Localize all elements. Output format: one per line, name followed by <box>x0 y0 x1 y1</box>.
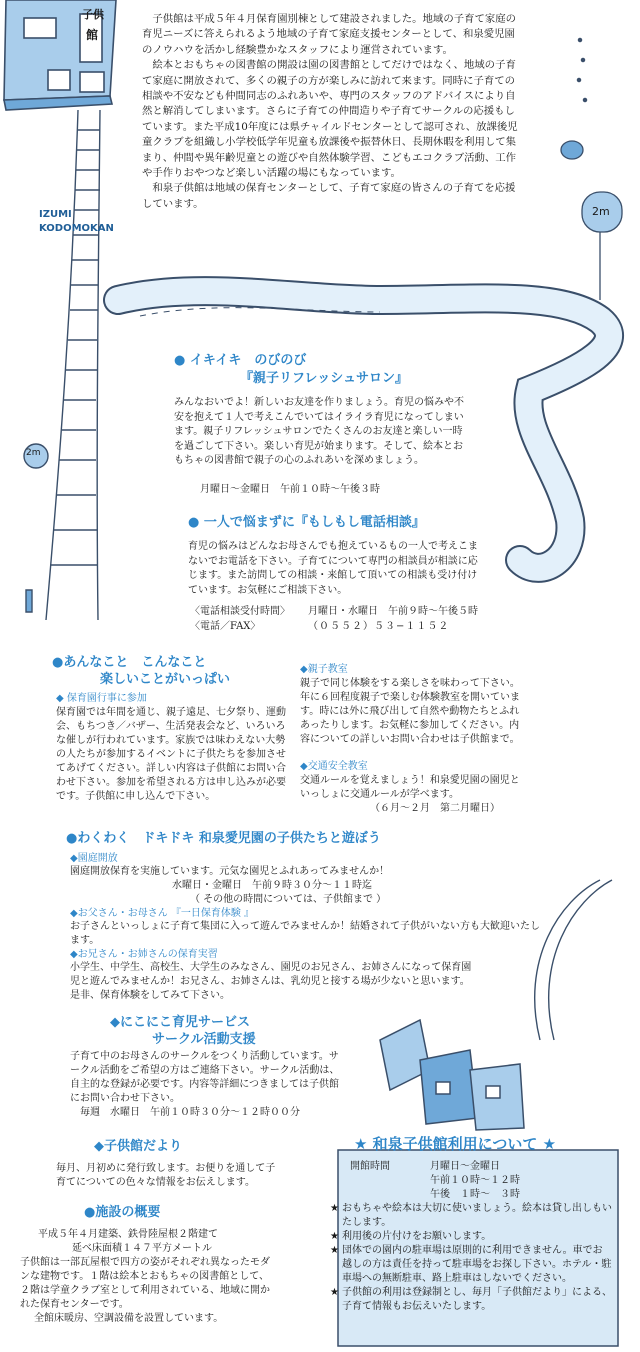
phone-tel-label: 〈電話／FAX〉 <box>190 621 261 632</box>
newsletter-heading: ◆子供館だより <box>94 1139 182 1154</box>
phone-hours-value: 月曜日・水曜日 午前９時〜午後５時 <box>308 606 478 617</box>
phone-tel-value: （０５５２）５３−１１５２ <box>308 621 450 632</box>
play-sub-3: ◆お兄さん・お姉さんの保育実習 <box>70 949 218 960</box>
events-body-3-schedule: （６月〜２月 第二月曜日） <box>370 803 500 814</box>
events-body-3: 交通ルールを覚えましょう！和泉愛児園の園児といっしょに交通ルールが学べます。 <box>300 775 520 800</box>
circle-hours: 毎週 水曜日 午前１０時３０分〜１２時００分 <box>80 1107 300 1118</box>
salon-section <box>174 352 474 388</box>
izumi-label: IZUMI <box>39 209 72 220</box>
phone-body: 育児の悩みはどんなお母さんでも抱えているもの一人で考えこまないでお電話を下さい。子育てについて専門の相談員が相談に応じます。また訪問しての相談・来館して頂いての相談も受け付けています。お気軽にご相談下さい。 <box>188 541 478 596</box>
usage-rule <box>330 1202 612 1230</box>
usage-rule-text: おもちゃや絵本は大切に使いましょう。絵本は貸し出しもいたします。 <box>342 1203 612 1228</box>
salon-body: みんなおいでよ！新しいお友達を作りましょう。育児の悩みや不安を抱えて１人で考えこんでいてはイライラ育児になってしまいます。親子リフレッシュサロンでたくさんのお友達と楽しい一時を過ごして下さい。楽しい育児が始まります。そして、絵本とおもちゃの図書館で親子の心のふれあいを深めましょう。 <box>174 397 464 466</box>
usage-rules-list <box>330 1202 612 1314</box>
events-sub-1: ◆ 保育園行事に参加 <box>56 693 147 704</box>
facility-heading: ●施設の概要 <box>84 1205 161 1220</box>
bird-drawing <box>561 38 622 300</box>
facility-body: 子供館は一部瓦屋根で四方の姿がそれぞれ異なったモダンな建物です。１階は絵本とおもちゃの図書館として、２階は学童クラブ室として利用されている、地域に開かれた保育センターです。 <box>20 1257 270 1310</box>
events-body-2: 親子で同じ体験をする楽しさを味わって下さい。年に６回程度親子で楽しむ体験教室を開いています。時には外に飛び出して自然や動物たちとふれあったりします。お気軽に参加してください。内容についての詳しいお問い合わせは子供館まで。 <box>300 678 520 745</box>
building-sign-top: 子供 <box>82 8 104 21</box>
usage-hours-block <box>350 1160 616 1202</box>
play-heading: ●わくわく ドキドキ 和泉愛児園の子供たちと遊ぼう <box>66 831 381 846</box>
star-icon: ★ <box>330 1287 339 1298</box>
events-sub-3: ◆交通安全教室 <box>300 761 368 772</box>
star-icon: ★ <box>330 1231 339 1242</box>
phone-hours-label: 〈電話相談受付時間〉 <box>190 606 290 617</box>
events-heading-2: 楽しいことがいっぱい <box>100 672 231 687</box>
ladder-sign-text: 2m <box>26 448 41 458</box>
salon-title: 『親子リフレッシュサロン』 <box>239 371 409 386</box>
play-body-1-note: （ その他の時間については、子供館まで ） <box>190 894 387 905</box>
usage-hours-days: 月曜日〜金曜日 <box>430 1161 500 1172</box>
events-sub-2: ◆親子教室 <box>300 664 348 675</box>
usage-hours-am: 午前１０時〜１２時 <box>430 1175 520 1186</box>
circle-heading-2: サークル活動支援 <box>152 1032 256 1047</box>
events-heading-1: ●あんなこと こんなこと <box>52 655 207 670</box>
facility-line-3: 全館床暖房、空調設備を設置しています。 <box>34 1313 224 1324</box>
usage-rule-text: 団体での園内の駐車場は原則的に利用できません。車でお越しの方は責任を持って駐車場をお探し下さい。ホテル・駐車場への無断駐車、路上駐車はしないでください。 <box>342 1245 612 1284</box>
flag-sign-text: 2m <box>592 205 610 218</box>
play-body-1: 園庭開放保育を実施しています。元気な園児とふれあってみませんか！ <box>70 866 390 877</box>
usage-rule <box>330 1286 612 1314</box>
facility-line-2: 延べ床面積１４７平方メートル <box>72 1243 212 1254</box>
usage-rule-text: 子供館の利用は登録制とし、毎月「子供館だより」による、子育て情報もお伝えいたします。 <box>342 1287 612 1312</box>
intro-paragraph-3: 和泉子供館は地域の保育センターとして、子育て家庭の皆さんの子育てを応援しています。 <box>142 182 516 210</box>
tracks-drawing <box>24 110 100 620</box>
play-sub-1: ◆園庭開放 <box>70 853 118 864</box>
building-sign-bottom: 館 <box>86 28 99 42</box>
usage-rule-text: 利用後の片付けをお願いします。 <box>342 1231 492 1242</box>
usage-rule <box>330 1244 612 1286</box>
usage-heading: ★ 和泉子供館利用について ★ <box>354 1135 557 1153</box>
newsletter-body: 毎月、月初めに発行致します。お便りを通して子育てについての色々な情報をお伝えします。 <box>56 1163 276 1188</box>
intro-section <box>142 12 522 212</box>
play-body-1-hours: 水曜日・金曜日 午前９時３０分〜１１時迄 <box>172 880 372 891</box>
events-body-1: 保育園では年間を通じ、親子遠足、七夕祭り、運動会、もちつき／バザー、生活発表会など、いろいろな催しが行われています。家族では味わえない大勢の人たちが参加するイベントに子供たちを参加させてあげてください。詳しい内容は子供館にお問い合わせ下さい。参加を希望される方は申し込みが必要です。子供館に申し込んで下さい。 <box>56 707 286 802</box>
kodomokan-label: KODOMOKAN <box>39 223 114 234</box>
circle-body: 子育て中のお母さんのサークルをつくり活動しています。サークル活動をご希望の方はご連絡下さい。サークル活動は、自主的な登録が必要です。内容等詳細につきましては子供館にお問い合わせ下さい。 <box>70 1051 340 1104</box>
star-icon: ★ <box>330 1245 339 1256</box>
usage-hours-label: 開館時間 <box>350 1161 390 1172</box>
play-body-2: お子さんといっしょに子育て集団に入って遊んでみませんか！結婚されて子供がいない方も大歓迎いたします。 <box>70 921 540 946</box>
intro-paragraph-2: 絵本とおもちゃの図書館の開設は園の図書館としてだけではなく、地域の子育て家庭に開放されて、多くの親子の方が楽しみに訪れて来ます。同時に子育ての相談や不安なども仲間同志のふれあいや、専門のスタッフのアドバイスにより自然と解消してしまいます。さらに子育ての仲間造りや子育てサークルの応援もしています。また平成10年度には県チャイルドセンターとして認可され、放課後児童クラブを組織し小学校低学年児童も放課後や振替休日、長期休暇を利用して集まり、仲間や異年齢児童との遊びや自然体験学習、こどもエコクラブ活動、工作や手作りおやつなど楽しい活躍の場にもなっています。 <box>142 59 518 180</box>
star-icon: ★ <box>330 1203 339 1214</box>
facility-line-1: 平成５年４月建築、鉄骨陸屋根２階建て <box>38 1229 218 1240</box>
phone-heading: ● 一人で悩まずに『もしもし電話相談』 <box>188 515 425 530</box>
play-body-3: 小学生、中学生、高校生、大学生のみなさん、園児のお兄さん、お姉さんになって保育園児と遊んでみませんか！お兄さん、お姉さんは、乳幼児と接する場が少ないと思います。是非、保育体験をしてみて下さい。 <box>70 962 472 1001</box>
salon-hours: 月曜日〜金曜日 午前１０時〜午後３時 <box>200 484 380 495</box>
houses-drawing <box>380 880 612 1130</box>
usage-hours-pm: 午後 １時〜 ３時 <box>430 1189 520 1200</box>
intro-paragraph-1: 子供館は平成５年４月保育園別棟として建設されました。地域の子育て家庭の育児ニーズに答えられるよう地域の子育て家庭支援センターとして、和泉愛児園のノウハウを活かし経験豊かなスタッフにより運営されています。 <box>142 13 517 56</box>
salon-heading: ● イキイキ のびのび <box>174 353 307 368</box>
phone-hours-row <box>190 604 478 619</box>
play-sub-2: ◆お父さん・お母さん 『一日保育体験 』 <box>70 908 255 919</box>
circle-heading-1: ◆にこにこ育児サービス <box>110 1015 250 1030</box>
phone-tel-row <box>190 619 449 634</box>
usage-rule <box>330 1230 612 1244</box>
